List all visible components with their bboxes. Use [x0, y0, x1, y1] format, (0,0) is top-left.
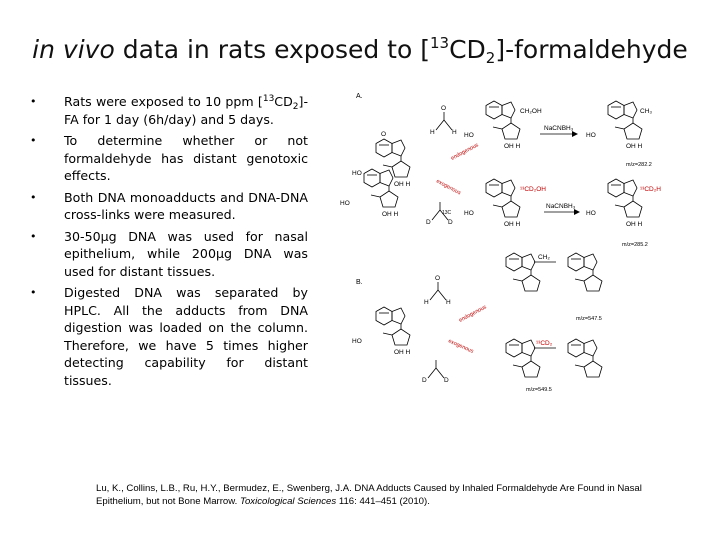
cd2h-label: ¹³CD₂H [640, 186, 661, 193]
bullet-sup: 13 [262, 94, 275, 104]
reaction-scheme-figure [340, 88, 694, 398]
formaldehyde-o-label: O [441, 105, 447, 112]
bullet-item [30, 93, 308, 128]
svg-text:O: O [381, 131, 387, 138]
bullet-item [30, 284, 308, 389]
formaldehyde-a [430, 105, 457, 136]
endogenous-label: endogenous [458, 304, 488, 324]
svg-text:OH H: OH H [626, 221, 643, 228]
reagent-label: NaCNBH₃ [544, 125, 574, 132]
bullet-item [30, 132, 308, 185]
structure-dg-b [352, 307, 411, 356]
mz-label-b2: m/z=549.5 [526, 387, 552, 393]
svg-text:HO: HO [352, 338, 362, 345]
citation-journal: Toxicological Sciences [239, 496, 337, 507]
endogenous-label: endogenous [450, 142, 480, 162]
svg-text:HO: HO [352, 170, 362, 177]
bullet-item [30, 189, 308, 224]
svg-text:OH H: OH H [382, 211, 399, 218]
bullet-pre: Rats were exposed to 10 ppm [ [64, 94, 263, 109]
formaldehyde-o-label: O [435, 275, 441, 282]
exogenous-label: exogenous [447, 338, 475, 355]
labeled-formaldehyde-b [422, 360, 449, 384]
deuterated-d-label: D [448, 219, 453, 226]
svg-text:HO: HO [464, 210, 474, 217]
citation-rest: 116: 441–451 (2010). [336, 496, 430, 507]
deuterated-d-label: D [422, 377, 427, 384]
mz-label-b1: m/z=547.5 [576, 316, 602, 322]
title-pre: data in rats exposed to [ [114, 35, 430, 64]
ch2-label: CH₂ [538, 254, 550, 261]
bullet-glyph: • [30, 286, 37, 299]
bullet-glyph: • [30, 229, 37, 243]
arrow-reduction-a1 [540, 125, 578, 137]
panel-a-label: A. [356, 93, 363, 100]
mz-label-a1: m/z=282.2 [626, 162, 652, 168]
structure-methyl-dg [586, 101, 652, 150]
svg-text:HO: HO [340, 200, 350, 207]
structure-crosslink-b2 [506, 339, 602, 377]
reagent-label: NaCNBH₃ [546, 203, 576, 210]
bullet-text: To determine whether or not formaldehyde has distant genotoxic effects. [64, 133, 308, 183]
formaldehyde-b [424, 275, 451, 306]
formaldehyde-h-label: H [424, 299, 429, 306]
svg-text:OH H: OH H [626, 143, 643, 150]
title-sup: 13 [429, 34, 450, 52]
mz-label-a2: m/z=285.2 [622, 242, 648, 248]
title-italic: in vivo [32, 35, 115, 64]
formaldehyde-h-label: H [446, 299, 451, 306]
bullet-mid: CD [274, 94, 293, 109]
bullet-glyph: • [30, 190, 37, 204]
formaldehyde-h-label: H [452, 129, 457, 136]
structure-labeled-hydroxymethyl-dg [464, 179, 546, 228]
formaldehyde-h-label: H [430, 129, 435, 136]
bullet-post: ]-FA for 1 day (6h/day) and 5 days. [64, 94, 308, 127]
bullet-item [30, 228, 308, 281]
bullet-glyph: • [30, 95, 37, 108]
structure-dg-a2 [340, 169, 399, 218]
bullet-text: Digested DNA was separated by HPLC. All the adducts from DNA digestion was loaded on the column. Therefore, we have 5 times higher detecting capability for distant tissues. [64, 285, 308, 388]
deuterated-d-label: D [444, 377, 449, 384]
citation [96, 482, 656, 508]
panel-b-label: B. [356, 279, 363, 286]
ch2oh-label: CH₂OH [520, 108, 542, 115]
structure-labeled-methyl-dg [586, 179, 661, 228]
arrow-reduction-a2 [544, 203, 580, 215]
cd2-label: ¹³CD₂ [536, 340, 553, 347]
svg-text:OH H: OH H [394, 349, 411, 356]
bullet-sub: 2 [292, 102, 299, 112]
structure-crosslink-b1 [506, 253, 602, 291]
bullet-glyph: • [30, 134, 37, 147]
svg-text:HO: HO [464, 132, 474, 139]
svg-text:HO: HO [586, 210, 596, 217]
bullet-list [30, 93, 308, 389]
slide-title [0, 34, 720, 66]
deuterated-d-label: D [426, 219, 431, 226]
ch3-label: CH₃ [640, 108, 653, 115]
labeled-formaldehyde-a [426, 202, 453, 226]
bullet-text: Both DNA monoadducts and DNA-DNA cross-links were measured. [64, 189, 308, 222]
exogenous-label: exogenous [435, 178, 462, 197]
isotope-c-label: 13C [442, 210, 452, 216]
svg-text:OH H: OH H [394, 181, 411, 188]
cd2oh-label: ¹³CD₂OH [520, 186, 546, 193]
structure-dg-a [352, 131, 411, 188]
title-mid: CD [449, 35, 486, 64]
title-sub: 2 [485, 49, 496, 67]
svg-text:HO: HO [586, 132, 596, 139]
bullet-text: 30-50µg DNA was used for nasal epithelium, while 200µg DNA was used for distant tissues. [64, 228, 308, 279]
svg-text:OH H: OH H [504, 221, 521, 228]
svg-text:OH H: OH H [504, 143, 521, 150]
title-post: ]-formaldehyde [495, 35, 688, 64]
citation-authors: Lu, K., Collins, L.B., Ru, H.Y., Bermudez, E., Swenberg, J.A. DNA Adducts Caused by Inhaled Formaldehyde Are Found in Nasal Epithelium, but not Bone Marrow. [96, 483, 642, 507]
